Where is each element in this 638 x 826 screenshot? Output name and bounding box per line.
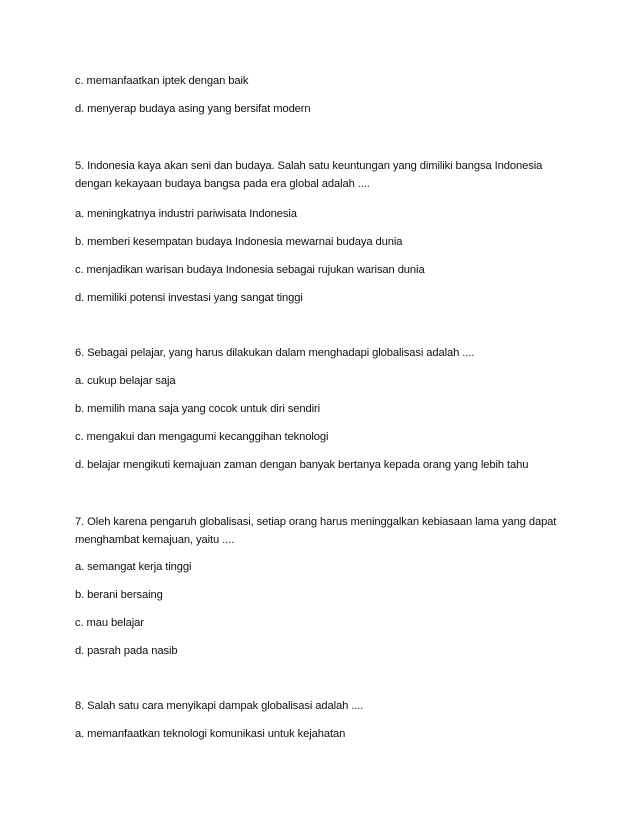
q5-option-a: a. meningkatnya industri pariwisata Indonesia — [75, 208, 297, 220]
q5-option-b: b. memberi kesempatan budaya Indonesia mewarnai budaya dunia — [75, 236, 403, 248]
q8-question: 8. Salah satu cara menyikapi dampak globalisasi adalah .... — [75, 700, 364, 712]
q7-option-d: d. pasrah pada nasib — [75, 645, 178, 657]
q6-option-a: a. cukup belajar saja — [75, 375, 176, 387]
q5-question: 5. Indonesia kaya akan seni dan budaya. Salah satu keuntungan yang dimiliki bangsa Indonesia dengan kekayaan budaya bangsa pada era global adalah .... — [75, 160, 543, 190]
q6-option-d: d. belajar mengikuti kemajuan zaman dengan banyak bertanya kepada orang yang lebih tahu — [75, 459, 529, 471]
q6-option-c: c. mengakui dan mengagumi kecanggihan teknologi — [75, 431, 329, 443]
q7-option-a: a. semangat kerja tinggi — [75, 561, 192, 573]
q7-option-c: c. mau belajar — [75, 617, 144, 629]
q6-option-b: b. memilih mana saja yang cocok untuk diri sendiri — [75, 403, 320, 415]
q5-option-d: d. memiliki potensi investasi yang sangat tinggi — [75, 292, 303, 304]
q6-question: 6. Sebagai pelajar, yang harus dilakukan dalam menghadapi globalisasi adalah .... — [75, 347, 475, 359]
q7-option-b: b. berani bersaing — [75, 589, 163, 601]
q8-option-a: a. memanfaatkan teknologi komunikasi untuk kejahatan — [75, 728, 346, 740]
q4-option-c: c. memanfaatkan iptek dengan baik — [75, 75, 249, 87]
q7-question: 7. Oleh karena pengaruh globalisasi, setiap orang harus meninggalkan kebiasaan lama yang dapat menghambat kemajuan, yaitu .... — [75, 516, 557, 546]
q4-option-d: d. menyerap budaya asing yang bersifat modern — [75, 103, 311, 115]
q5-option-c: c. menjadikan warisan budaya Indonesia sebagai rujukan warisan dunia — [75, 264, 425, 276]
